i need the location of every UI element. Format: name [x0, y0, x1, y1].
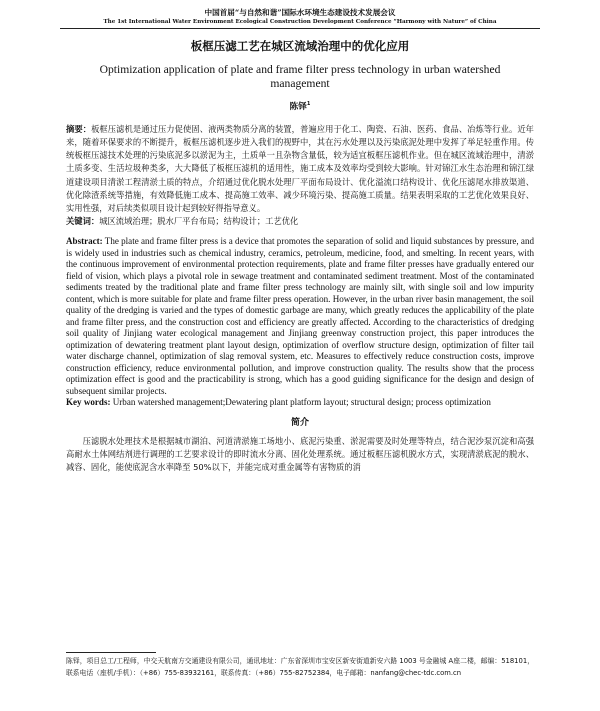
abstract-cn-label: 摘要：	[66, 123, 92, 134]
keywords-cn-label: 关键词：	[66, 216, 100, 227]
abstract-en	[66, 236, 534, 397]
conference-header-en: The 1st International Water Environment Ecological Construction Development Conference “Harmony with Nature” of China	[103, 19, 497, 25]
abstract-cn	[66, 123, 534, 215]
author-footnote: 陈铎，项目总工/工程师，中交天航南方交通建设有限公司，通讯地址：广东省深圳市宝安区新安街道新安六路 1003 号金融城 A座二楼，邮编：518101，联系电话（座机/手机）：（+86）755-83932161，联系传真：（+86）755-82752384，电子邮箱：nanfang@chec-tdc.com.cn	[66, 657, 534, 677]
introduction-paragraph: 压滤脱水处理技术是根据城市湖泊、河道清淤施工场地小、底泥污染重、淤泥需要及时处理等特点，结合泥沙泵沉淀和高强高耐水土体网结剂进行调理的工艺要求设计的即时流水分离、固化处理系统。通过板框压滤机脱水方式，实现清淤底泥的脱水、减容、固化，能使底泥含水率降至 50%以下，并能完成对重金属等有害物质的消	[66, 435, 534, 473]
keywords-cn-text: 城区流域治理；脱水厂平台布局；结构设计；工艺优化	[99, 216, 299, 227]
author-footnote-mark: 1	[306, 101, 311, 107]
keywords-en	[66, 397, 534, 409]
section-title-introduction: 简介	[290, 417, 309, 428]
author-name: 陈铎	[289, 101, 307, 112]
keywords-en-label: Key words:	[66, 397, 111, 408]
paper-title-en: Optimization application of plate and frame filter press technology in urban watershed management	[99, 63, 501, 90]
paper-title-cn: 板框压滤工艺在城区流域治理中的优化应用	[190, 39, 410, 53]
author	[66, 99, 534, 113]
footnote-rule	[66, 652, 156, 653]
abstract-en-label: Abstract:	[66, 236, 103, 247]
keywords-en-text: Urban watershed management;Dewatering plant platform layout; structural design; process optimization	[110, 397, 491, 408]
keywords-cn	[66, 215, 534, 228]
abstract-en-text: The plate and frame filter press is a device that promotes the separation of solid and liquid substances by pressure, and is widely used in industries such as chemical industry, ceramics, petroleum, medicine, food, and smelting. In recent years, with the continuous improvement of environmental protection requirements, plate and frame filter presses have gradually entered our field of vision, which plays a pivotal role in sewage treatment and contaminated sediment treatment. Most of the contaminated sediments treated by the traditional plate and frame filter press technology are mainly silt, with single soil and low impurity content, which is more suitable for plate and frame filter press operation. However, in the urban river basin management, the soil quality of the dredging is varied and the types of domestic garbage are many, which greatly reduces the applicability of the plate and frame filter press, and the construction cost and efficiency are greatly affected. According to the characteristics of dredging soil quality of Jinjiang water ecological management and Jinjiang greenway construction project, this paper introduces the optimization of dewatering treatment plant layout design, optimization of overflow structure design, optimization of filter tail water discharge channel, optimization of slag removal system, etc. Measures to effectively reduce construction costs, improve construction efficiency, reduce environmental pollution, and improve construction quality. The results show that the process optimization effect is good and the practicability is strong, which has a good guiding significance for the design and design of subsequent similar projects.	[66, 236, 534, 396]
abstract-cn-text: 板框压滤机是通过压力促使固、液两类物质分离的装置，普遍应用于化工、陶瓷、石油、医药、食品、冶炼等行业。近年来，随着环保要求的不断提升，板框压滤机逐步进入我们的视野中，其在污水处理以及污染底泥处理中发挥了举足轻重作用。传统板框压滤技术处理的污染底泥多以淤泥为主，土质单一且杂物含量低，较为适宜板框压滤机作业。但在城区流域治理中，清淤土质多变、生活垃圾种类多，大大降低了板框压滤机的适用性，施工成本及效率均受到较大影响。针对锦江水生态治理和锦江绿道建设项目清淤工程清淤土质的特点，介绍通过优化脱水处理厂平面布局设计、优化溢流口结构设计、优化压滤尾水排放渠道、优化除渣系统等措施，有效降低施工成本、提高施工效率、减少环境污染、提高施工质量。结果表明采取的工艺优化效果良好、实用性强，对后续类似项目设计起到较好得指导意义。	[66, 123, 534, 214]
conference-header-cn: 中国首届“与自然和谐”国际水环境生态建设技术发展会议	[204, 8, 396, 17]
header-rule	[60, 28, 540, 29]
